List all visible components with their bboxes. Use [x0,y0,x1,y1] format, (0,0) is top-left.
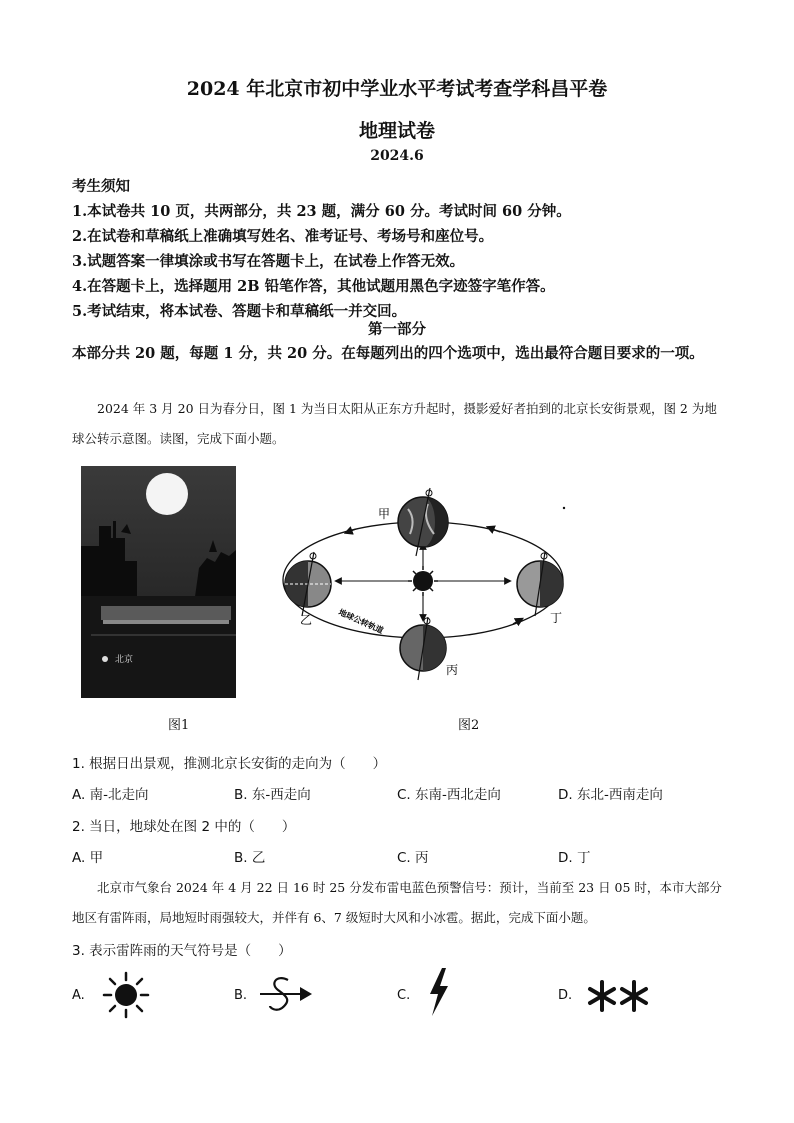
q3-option-c[interactable]: C. [397,988,411,1003]
q1-option-c[interactable]: C. 东南-西北走向 [397,787,501,803]
earth-position-yi [285,552,331,616]
earth-position-jia [398,488,448,556]
q1-option-b[interactable]: B. 东-西走向 [234,787,311,803]
q2-option-c[interactable]: C. 丙 [397,850,429,866]
q3-option-a[interactable]: A. [72,988,85,1003]
snow-icon [586,978,652,1014]
question-1-stem: 1. 根据日出景观，推测北京长安街的走向为（ ） [72,756,387,772]
notes-heading: 考生须知 [72,178,130,195]
note-item: 3.试题答案一律填涂或书写在答题卡上，在试卷上作答无效。 [72,253,465,270]
question-3-stem: 3. 表示雷阵雨的天气符号是（ ） [72,943,292,959]
q3-option-b[interactable]: B. [234,988,248,1003]
position-label-ding: 丁 [550,611,563,625]
question-context-1: 2024 年 3 月 20 日为春分日，图 1 为当日太阳从正东方升起时，摄影爱好者拍到的北京长安街景观，图 2 为地球公转示意图。读图，完成下面小题。 [72,401,717,446]
position-label-yi: 乙 [300,613,313,627]
figure1-caption: 图1 [168,718,190,733]
q3-option-d[interactable]: D. [558,988,573,1003]
figure2-caption: 图2 [458,718,480,733]
position-label-bing: 丙 [446,663,459,677]
exam-title: 2024 年北京市初中学业水平考试考查学科昌平卷 [186,78,608,100]
sunrise-photo-graphic [81,466,236,698]
question-context-2: 北京市气象台 2024 年 4 月 22 日 16 时 25 分发布雷电蓝色预警信号：预计，当前至 23 日 05 时，本市大部分地区有雷阵雨，局地短时雨强较大，并伴有 6、7 级短时大风和小冰雹。据此，完成下面小题。 [72,880,722,925]
q2-option-a[interactable]: A. 甲 [72,850,104,866]
orbit-diagram [268,484,588,684]
note-item: 2.在试卷和草稿纸上准确填写姓名、准考证号、考场号和座位号。 [72,228,494,245]
q2-option-d[interactable]: D. 丁 [558,850,591,866]
q1-option-a[interactable]: A. 南-北走向 [72,787,149,803]
lightning-icon [424,966,454,1018]
part1-intro: 本部分共 20 题，每题 1 分，共 20 分。在每题列出的四个选项中，选出最符合题目要求的一项。 [72,345,704,362]
exam-date: 2024.6 [370,148,424,164]
note-item: 5.考试结束，将本试卷、答题卡和草稿纸一并交回。 [72,303,407,320]
sun-icon [100,970,152,1020]
note-item: 4.在答题卡上，选择题用 2B 铅笔作答，其他试题用黑色字迹签字笔作答。 [72,278,555,295]
q2-option-b[interactable]: B. 乙 [234,850,266,866]
photo-watermark: 北京 [115,655,134,665]
wind-arrow-icon [258,972,316,1016]
part1-heading: 第一部分 [368,321,426,338]
note-item: 1.本试卷共 10 页，共两部分，共 23 题，满分 60 分。考试时间 60 分钟。 [72,203,571,220]
sun-center-icon [408,566,438,596]
orbit-label: 地球公转轨道 [337,607,385,636]
earth-position-bing [400,617,446,680]
sun-disk [146,473,188,515]
question-2-stem: 2. 当日，地球处在图 2 中的（ ） [72,819,296,835]
exam-subtitle: 地理试卷 [358,120,435,142]
sunrise-photo [81,466,236,698]
exam-notes [72,174,732,324]
position-label-jia: 甲 [378,507,391,521]
q1-option-d[interactable]: D. 东北-西南走向 [558,787,663,803]
